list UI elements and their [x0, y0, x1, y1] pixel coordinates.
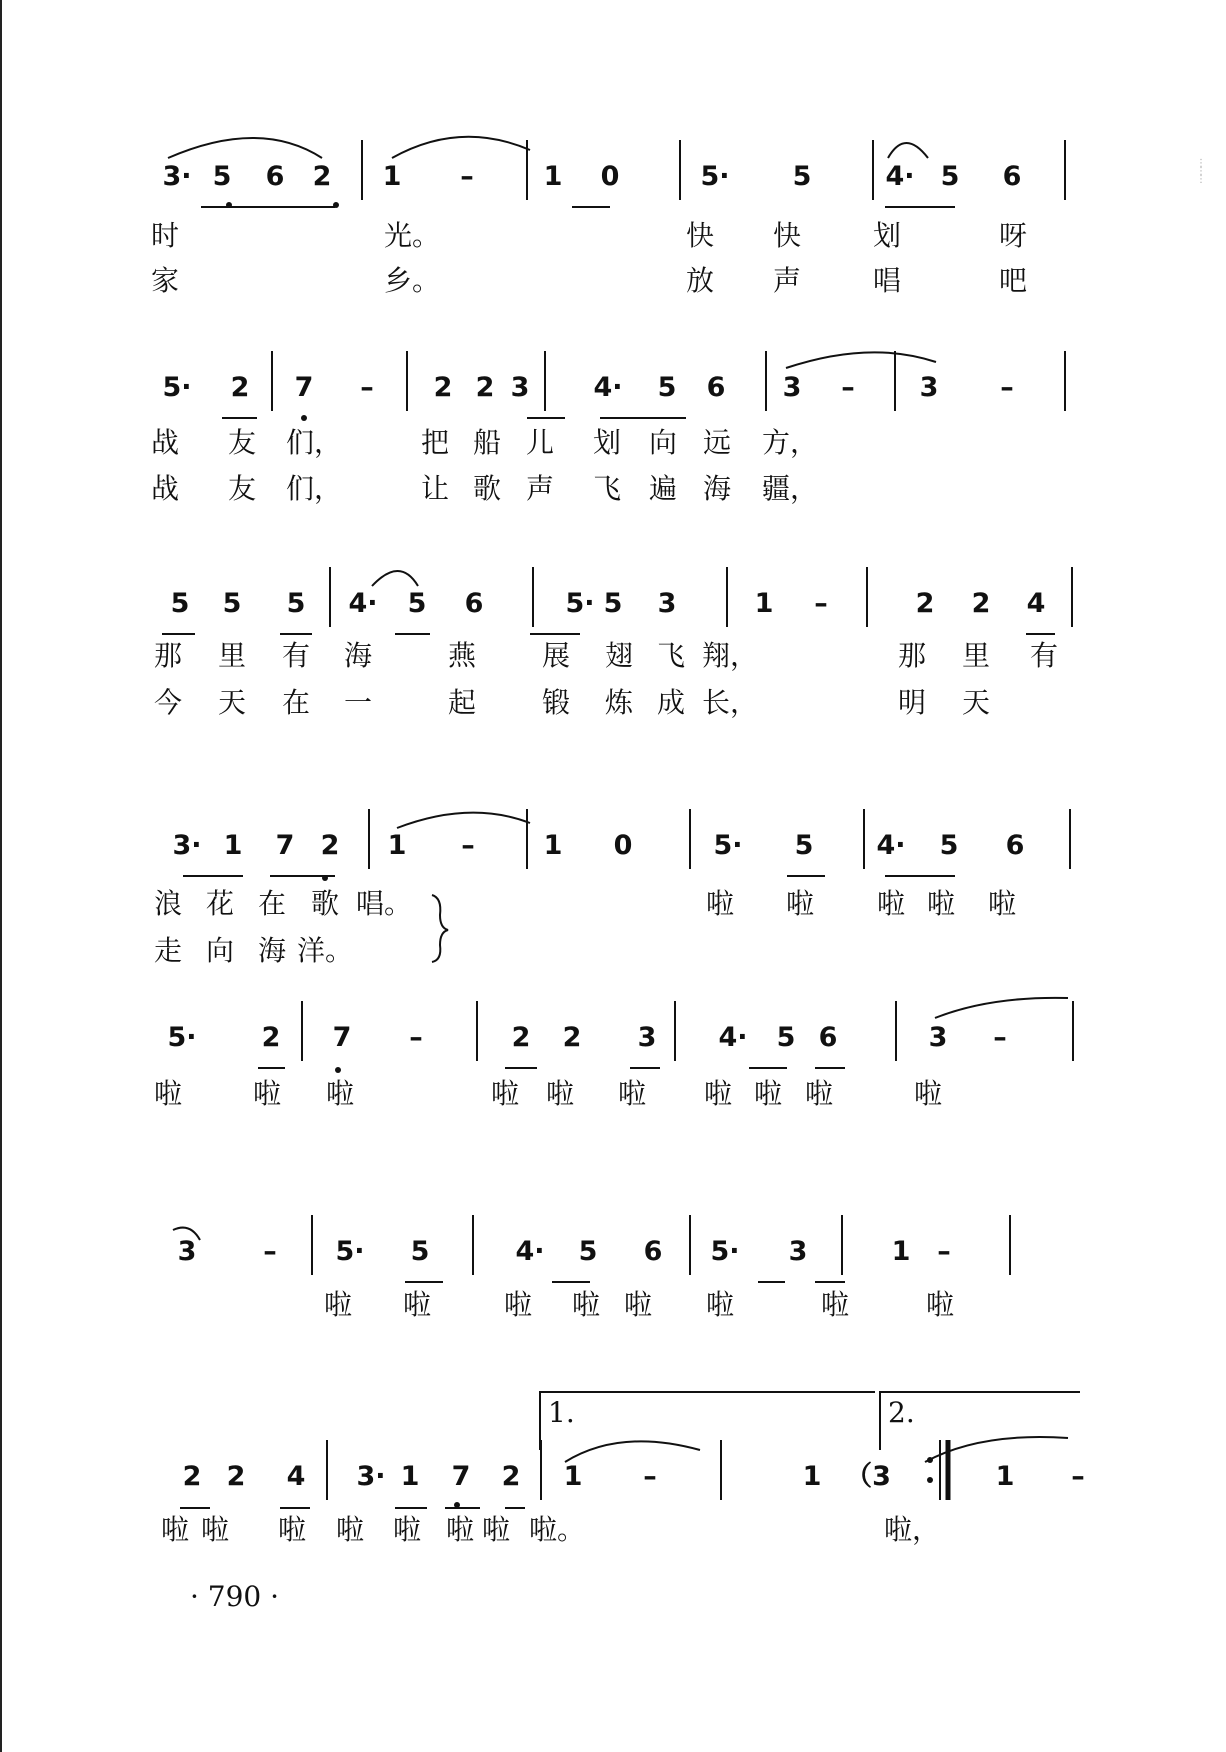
lyric-char: 啦 [153, 1077, 183, 1110]
lyric-char: 里 [217, 639, 247, 672]
lyric-char: 唱 [872, 264, 902, 297]
note: 6 [1002, 161, 1022, 192]
note: 7 [332, 1022, 352, 1053]
slur [565, 1441, 700, 1462]
lyric-char: 海 [343, 639, 373, 672]
note: 5· [335, 1236, 365, 1267]
lyric-brace [432, 895, 448, 962]
lyric-char: 吧 [998, 264, 1028, 297]
lyric-char: 向 [205, 934, 235, 967]
note: 2 [433, 372, 453, 403]
note: 5 [222, 588, 242, 619]
lyric-char: 快 [772, 219, 802, 252]
lyric-char: 啦 [402, 1288, 432, 1321]
note: – [263, 1236, 277, 1267]
lyric-char: 啦， [883, 1513, 941, 1546]
lyric-char: 时 [150, 219, 180, 252]
note: 5 [776, 1022, 796, 1053]
note: 7 [275, 830, 295, 861]
note: 5· [162, 372, 192, 403]
lyric-char: 锻 [541, 686, 571, 719]
slur [372, 571, 418, 586]
note: 5· [713, 830, 743, 861]
note: 3· [162, 161, 192, 192]
lyric-char: 划 [592, 426, 622, 459]
note: 4· [348, 588, 378, 619]
note: 3· [356, 1461, 386, 1492]
lyric-char: 翅 [604, 639, 634, 672]
lyric-char: 啦 [623, 1288, 653, 1321]
note: （3 [845, 1461, 891, 1492]
repeat-dot [927, 1477, 933, 1483]
note: 6 [818, 1022, 838, 1053]
lyric-char: 乡。 [383, 264, 441, 297]
note: 1 [387, 830, 407, 861]
slur [935, 998, 1068, 1018]
lyric-char: 远 [702, 426, 732, 459]
lyric-char: 走 [153, 934, 183, 967]
note: 3 [928, 1022, 948, 1053]
note: 4· [885, 161, 915, 192]
lyric-char: 放 [685, 264, 715, 297]
lyric-char: 啦 [252, 1077, 282, 1110]
lyric-char: 燕 [447, 639, 477, 672]
note: 1 [543, 161, 563, 192]
note: 5 [170, 588, 190, 619]
note: 1 [223, 830, 243, 861]
note: – [1071, 1461, 1085, 1492]
note: 1 [563, 1461, 583, 1492]
note: 5· [710, 1236, 740, 1267]
note: – [360, 372, 374, 403]
octave-dot [333, 202, 339, 208]
octave-dot [454, 1502, 460, 1508]
note: 2 [261, 1022, 281, 1053]
lyric-char: 飞 [656, 639, 686, 672]
lyric-char: 把 [420, 426, 450, 459]
note: 2 [501, 1461, 521, 1492]
note: 2 [226, 1461, 246, 1492]
note: 2 [320, 830, 340, 861]
lyric-char: 啦 [277, 1513, 307, 1546]
lyric-char: 友 [227, 472, 257, 505]
lyric-char: 战 [150, 426, 180, 459]
lyric-char: 啦。 [528, 1513, 586, 1546]
lyric-char: 啦 [323, 1288, 353, 1321]
lyric-char: 啦 [705, 887, 735, 920]
lyric-char: 花 [205, 887, 235, 920]
note: – [409, 1022, 423, 1053]
lyric-char: 海 [257, 934, 287, 967]
lyric-char: 歌 [472, 472, 502, 505]
note: 5 [407, 588, 427, 619]
lyric-char: 光。 [383, 219, 441, 252]
lyric-char: 啦 [445, 1513, 475, 1546]
note: 1 [382, 161, 402, 192]
lyric-char: 啦 [545, 1077, 575, 1110]
note: 1 [754, 588, 774, 619]
note: 4· [593, 372, 623, 403]
lyric-char: 浪 [153, 887, 183, 920]
note: – [460, 161, 474, 192]
lyric-char: 展 [541, 639, 571, 672]
lyric-char: 啦 [820, 1288, 850, 1321]
lyric-char: 天 [961, 686, 991, 719]
note: 2 [182, 1461, 202, 1492]
note: 4 [1026, 588, 1046, 619]
lyric-char: 啦 [392, 1513, 422, 1546]
lyric-char: 翔， [701, 639, 759, 672]
note: 5 [940, 161, 960, 192]
note: 3 [637, 1022, 657, 1053]
lyric-char: 有 [1029, 639, 1059, 672]
note: 3 [919, 372, 939, 403]
lyric-char: 快 [685, 219, 715, 252]
lyric-char: 啦 [925, 1288, 955, 1321]
note: 4· [515, 1236, 545, 1267]
note: 0 [600, 161, 620, 192]
lyric-char: 啦 [335, 1513, 365, 1546]
lyric-char: 炼 [604, 686, 634, 719]
lyric-char: 家 [150, 264, 180, 297]
note: 6 [265, 161, 285, 192]
volta-label-1: 1. [548, 1396, 575, 1429]
note: 1 [543, 830, 563, 861]
lyric-char: 海 [702, 472, 732, 505]
note: 5· [700, 161, 730, 192]
note: 3 [510, 372, 530, 403]
note: 3 [657, 588, 677, 619]
note: 0 [613, 830, 633, 861]
note: 5 [794, 830, 814, 861]
lyric-char: 长， [701, 686, 759, 719]
note: 2 [562, 1022, 582, 1053]
note: – [643, 1461, 657, 1492]
lyric-char: 啦 [325, 1077, 355, 1110]
lyric-char: 啦 [703, 1077, 733, 1110]
note: 6 [643, 1236, 663, 1267]
octave-dot [335, 1067, 341, 1073]
lyric-char: 有 [281, 639, 311, 672]
note: – [841, 372, 855, 403]
note: 2 [971, 588, 991, 619]
slur [786, 352, 936, 368]
lyric-char: 啦 [481, 1513, 511, 1546]
lyric-char: 啦 [913, 1077, 943, 1110]
note: – [814, 588, 828, 619]
lyric-char: 啦 [785, 887, 815, 920]
lyric-char: 今 [153, 686, 183, 719]
note: 5· [167, 1022, 197, 1053]
octave-dot [301, 415, 307, 421]
note: 1 [891, 1236, 911, 1267]
note: – [937, 1236, 951, 1267]
note: 5 [212, 161, 232, 192]
lyric-char: 啦 [876, 887, 906, 920]
lyric-char: 啦 [617, 1077, 647, 1110]
note: 5· [565, 588, 595, 619]
margin-smudge: ⋮ ⋮ ⋮ [1196, 158, 1206, 185]
slur [888, 143, 928, 158]
lyric-char: 歌 [310, 887, 340, 920]
note: 5 [286, 588, 306, 619]
note: 2 [475, 372, 495, 403]
note: 1 [802, 1461, 822, 1492]
note: 3· [172, 830, 202, 861]
volta-bracket-1 [540, 1392, 875, 1450]
note: – [461, 830, 475, 861]
lyric-char: 让 [420, 472, 450, 505]
note: 7 [451, 1461, 471, 1492]
lyric-char: 飞 [592, 472, 622, 505]
volta-label-2: 2. [888, 1396, 915, 1429]
lyric-char: 在 [257, 887, 287, 920]
lyric-char: 呀 [998, 219, 1028, 252]
note: 5 [792, 161, 812, 192]
note: 4 [286, 1461, 306, 1492]
lyric-char: 啦 [705, 1288, 735, 1321]
lyric-char: 友 [227, 426, 257, 459]
lyric-char: 那 [153, 639, 183, 672]
note: 4· [876, 830, 906, 861]
note: 7 [294, 372, 314, 403]
page-number: · 790 · [190, 1580, 280, 1613]
lyric-char: 声 [772, 264, 802, 297]
lyric-char: 向 [648, 426, 678, 459]
lyric-char: 啦 [571, 1288, 601, 1321]
octave-dot [322, 875, 328, 881]
note: – [1000, 372, 1014, 403]
slur [397, 813, 530, 828]
lyric-char: 啦 [503, 1288, 533, 1321]
note: 3 [782, 372, 802, 403]
lyric-char: 啦 [753, 1077, 783, 1110]
note: 2 [915, 588, 935, 619]
lyric-char: 天 [217, 686, 247, 719]
lyric-char: 遍 [648, 472, 678, 505]
lyric-char: 啦 [490, 1077, 520, 1110]
lyric-char: 战 [150, 472, 180, 505]
note: 6 [464, 588, 484, 619]
note: 5 [657, 372, 677, 403]
lyric-char: 一 [343, 686, 373, 719]
lyric-char: 方， [761, 426, 819, 459]
lyric-char: 啦 [160, 1513, 190, 1546]
slur [168, 138, 322, 158]
lyric-char: 成 [656, 686, 686, 719]
lyric-char: 声 [525, 472, 555, 505]
lyric-char: 起 [447, 686, 477, 719]
lyric-char: 船 [472, 426, 502, 459]
note: 3 [788, 1236, 808, 1267]
note: 4· [718, 1022, 748, 1053]
note: 5 [410, 1236, 430, 1267]
lyric-char: 那 [897, 639, 927, 672]
lyric-char: 们， [285, 472, 343, 505]
lyric-char: 洋。 [296, 934, 354, 967]
note: 5 [578, 1236, 598, 1267]
note: 1 [995, 1461, 1015, 1492]
note: 5 [603, 588, 623, 619]
lyric-char: 们， [285, 426, 343, 459]
note: 6 [706, 372, 726, 403]
note: 6 [1005, 830, 1025, 861]
lyric-char: 里 [961, 639, 991, 672]
note: 2 [511, 1022, 531, 1053]
lyric-char: 唱。 [355, 887, 413, 920]
lyric-char: 啦 [987, 887, 1017, 920]
lyric-char: 疆， [761, 472, 819, 505]
lyric-char: 啦 [926, 887, 956, 920]
lyric-char: 在 [281, 686, 311, 719]
slur [392, 137, 530, 158]
note: 2 [230, 372, 250, 403]
note: 1 [400, 1461, 420, 1492]
note: 2 [312, 161, 332, 192]
lyric-char: 明 [897, 686, 927, 719]
lyric-char: 啦 [200, 1513, 230, 1546]
note: 3 [177, 1236, 197, 1267]
note: 5 [939, 830, 959, 861]
octave-dot [226, 202, 232, 208]
note: – [993, 1022, 1007, 1053]
lyric-char: 儿 [525, 426, 555, 459]
lyric-char: 啦 [804, 1077, 834, 1110]
lyric-char: 划 [872, 219, 902, 252]
